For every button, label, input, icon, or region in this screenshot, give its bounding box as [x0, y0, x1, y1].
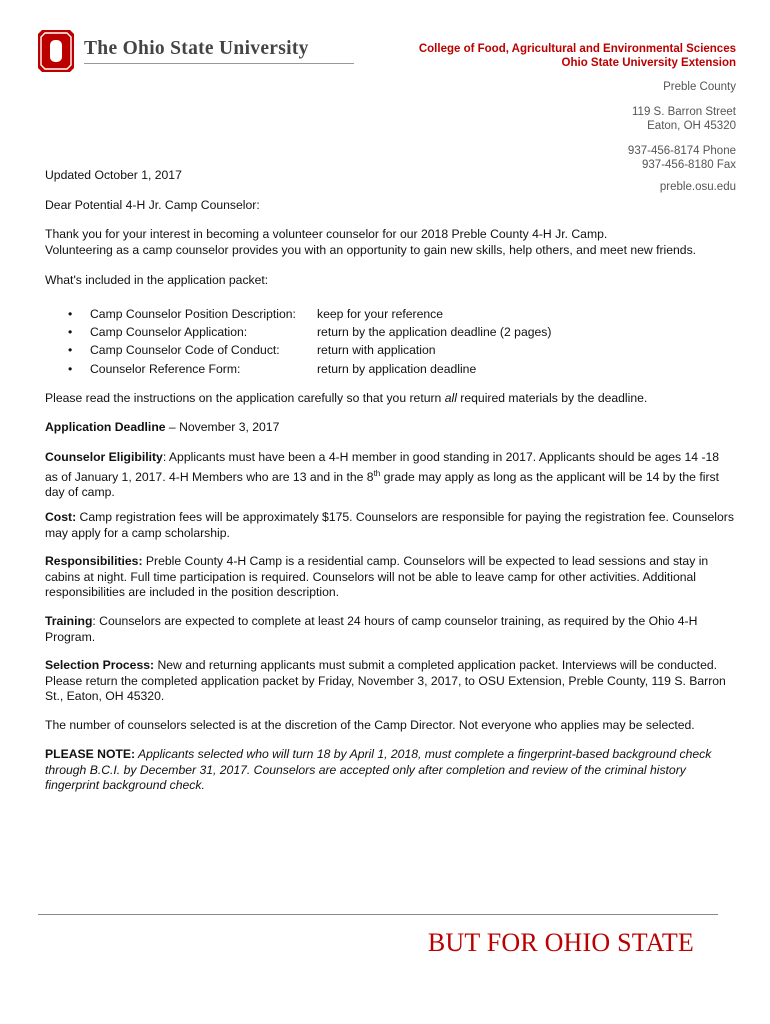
bullet-icon: • — [68, 361, 73, 376]
packet-heading: What's included in the application packet: — [45, 273, 269, 287]
read-text-b: required materials by the deadline. — [456, 391, 648, 405]
selection-paragraph — [45, 658, 735, 705]
extension-name: Ohio State University Extension — [561, 57, 736, 69]
packet-item: Camp Counselor Position Description: — [90, 307, 296, 321]
list-item — [68, 360, 551, 378]
note-text: Applicants selected who will turn 18 by April 1, 2018, must complete a fingerprint-based background check through B.C.I. by December 31, 2017. Counselors are accepted only after completion and review of the criminal history fingerprint background check. — [45, 747, 712, 792]
city: Eaton, OH 45320 — [647, 120, 736, 132]
eligibility-paragraph — [45, 450, 735, 501]
cost-label: Cost: — [45, 510, 77, 524]
eligibility-sup: th — [373, 468, 381, 478]
packet-note: return by application deadline — [317, 361, 477, 376]
training-text: : Counselors are expected to complete at least 24 hours of camp counselor training, as required by the Ohio 4-H Program. — [45, 614, 698, 644]
deadline-paragraph — [45, 420, 735, 436]
updated-date: Updated October 1, 2017 — [45, 168, 182, 182]
selection-label: Selection Process: — [45, 658, 155, 672]
eligibility-text-a: : Applicants must have been a 4-H member in good standing in 2017. Applicants should be ages 14 -18 as of January 1, 2017. 4-H Members who are 13 and in the 8 — [45, 450, 720, 484]
bullet-icon: • — [68, 343, 73, 358]
bullet-icon: • — [68, 325, 73, 340]
address-block — [632, 105, 736, 133]
note-label: PLEASE NOTE: — [45, 747, 136, 761]
osu-block-o-logo — [36, 28, 76, 74]
intro-paragraph — [45, 227, 735, 258]
packet-item: Camp Counselor Code of Conduct: — [90, 343, 280, 358]
responsibilities-label: Responsibilities: — [45, 554, 143, 568]
cost-paragraph — [45, 510, 735, 541]
list-item — [68, 305, 551, 323]
footer-slogan: BUT FOR OHIO STATE — [427, 928, 694, 957]
packet-list — [68, 305, 551, 378]
salutation: Dear Potential 4-H Jr. Camp Counselor: — [45, 198, 260, 212]
read-instructions — [45, 391, 735, 407]
training-label: Training — [45, 614, 93, 628]
deadline-label: Application Deadline — [45, 420, 166, 434]
responsibilities-text: Preble County 4-H Camp is a residential camp. Counselors will be expected to lead sessions and stay in cabins at night. Full time participation is required. Counselors will not be able to leave camp for other activities. Additional responsibilities are included in the position description. — [45, 554, 709, 599]
list-item — [68, 341, 551, 359]
note-paragraph — [45, 747, 735, 794]
responsibilities-paragraph — [45, 554, 735, 601]
bullet-icon: • — [68, 307, 73, 321]
packet-note: return by the application deadline (2 pages) — [317, 325, 552, 340]
footer-divider — [38, 914, 718, 915]
deadline-text: – November 3, 2017 — [165, 420, 280, 434]
website-link[interactable]: preble.osu.edu — [659, 181, 736, 193]
intro-line-1: Thank you for your interest in becoming a volunteer counselor for our 2018 Preble County 4-H Jr. Camp. — [45, 227, 608, 241]
read-emphasis: all — [444, 391, 457, 405]
number-paragraph: The number of counselors selected is at the discretion of the Camp Director. Not everyone who applies may be selected. — [45, 718, 695, 732]
eligibility-text-b: grade may apply as long as the applicant will be 14 by the first day of camp. — [45, 469, 719, 500]
phone: 937-456-8174 Phone — [627, 145, 736, 157]
college-block — [419, 42, 736, 70]
street: 119 S. Barron Street — [632, 106, 736, 118]
county-name: Preble County — [663, 81, 736, 93]
intro-line-2: Volunteering as a camp counselor provides you with an opportunity to gain new skills, help others, and meet new friends. — [45, 242, 697, 257]
packet-note: keep for your reference — [317, 307, 444, 321]
university-underline — [84, 63, 354, 64]
university-name: The Ohio State University — [84, 38, 309, 59]
training-paragraph — [45, 614, 735, 645]
list-item — [68, 323, 551, 341]
read-text-a: Please read the instructions on the application carefully so that you return — [45, 391, 445, 405]
packet-item: Counselor Reference Form: — [90, 361, 241, 376]
fax: 937-456-8180 Fax — [642, 159, 736, 171]
selection-text: New and returning applicants must submit a completed application packet. Interviews will be conducted. Please return the completed application packet by Friday, November 3, 2017, to OSU Extension, Preble County, 119 S. Barron St., Eaton, OH 45320. — [45, 658, 726, 703]
packet-item: Camp Counselor Application: — [90, 325, 248, 340]
eligibility-label: Counselor Eligibility — [45, 450, 163, 464]
college-name: College of Food, Agricultural and Environmental Sciences — [418, 43, 736, 55]
packet-note: return with application — [317, 343, 436, 358]
cost-text: Camp registration fees will be approximately $175. Counselors are responsible for paying the registration fee. Counselors may apply for a camp scholarship. — [45, 510, 734, 540]
